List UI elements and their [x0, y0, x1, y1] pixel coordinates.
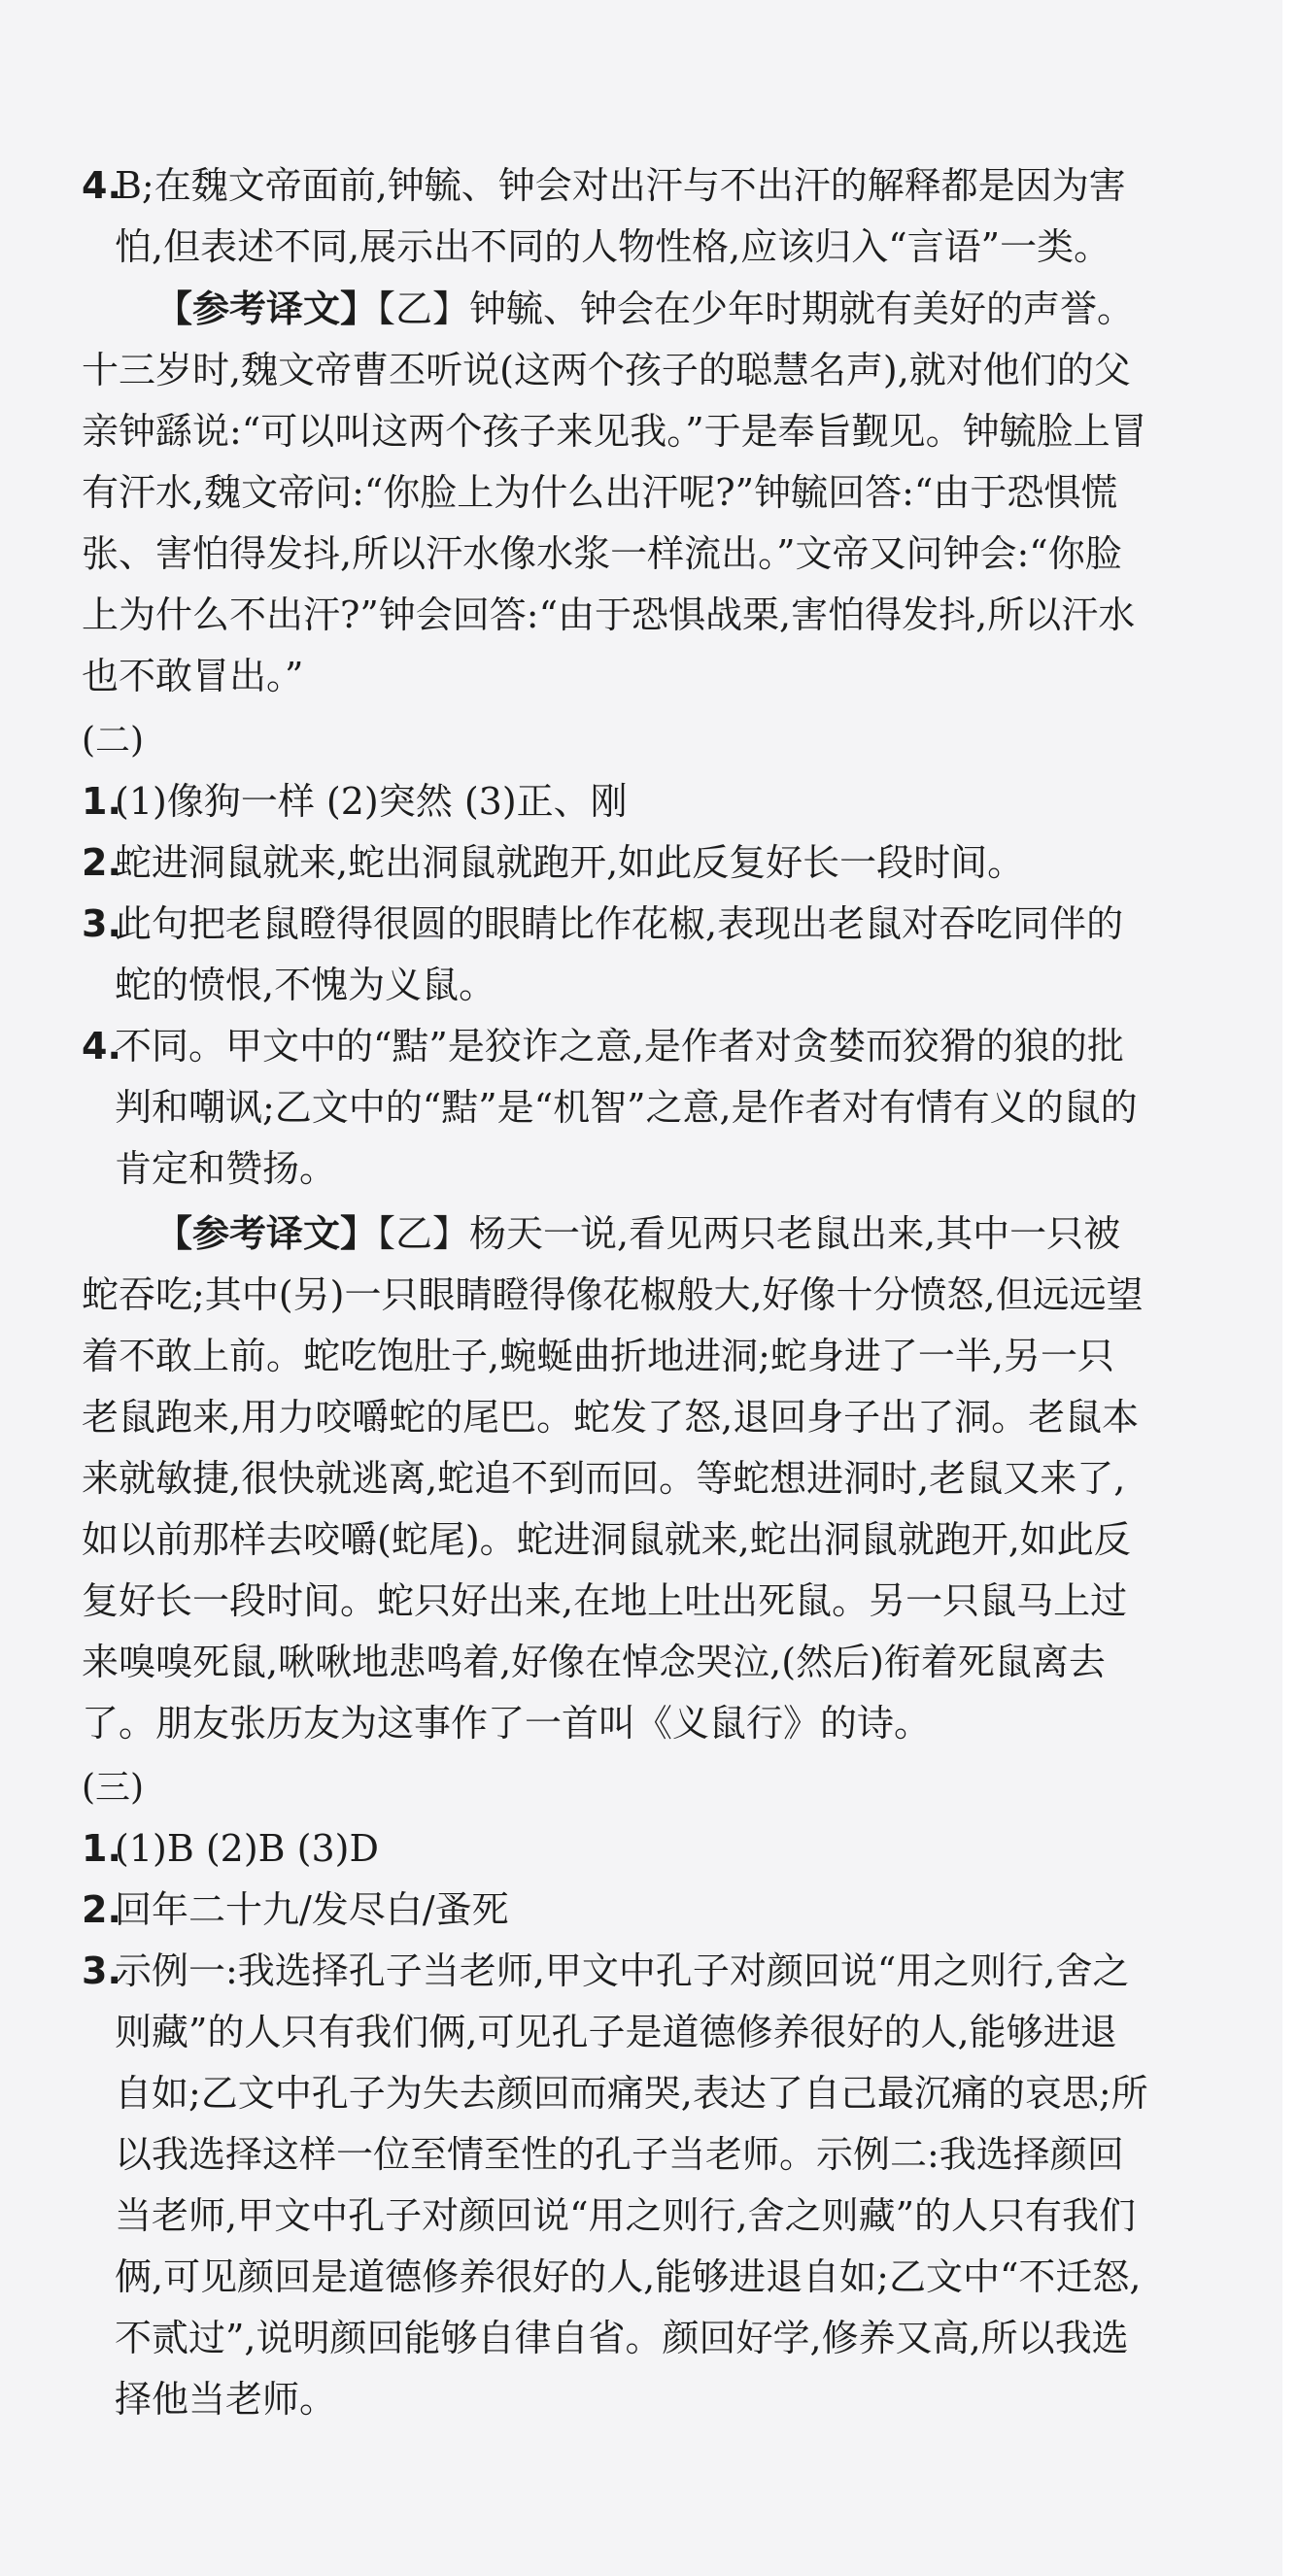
translation-text: 【乙】钟毓、钟会在少年时期就有美好的声誉。十三岁时,魏文帝曹丕听说(这两个孩子的聪慧名声),就对他们的父亲钟繇说:“可以叫这两个孩子来见我。”于是奉旨觐见。钟毓脸上冒有汗水,魏文帝问:“你脸上为什么出汗呢?”钟毓回答:“由于恐惧慌张、害怕得发抖,所以汗水像水浆一样流出。”文帝又问钟会:“你脸上为什么不出汗?”钟会回答:“由于恐惧战栗,害怕得发抖,所以汗水也不敢冒出。”: [82, 288, 1147, 697]
answer-item-3-1: [82, 1818, 1150, 1880]
item-number: 2.: [82, 1888, 121, 1931]
answer-item-3-2: [82, 1880, 1150, 1941]
answer-item-2-2: [82, 832, 1150, 894]
answer-item-3-3: [82, 1941, 1150, 2430]
item-text: 示例一:我选择孔子当老师,甲文中孔子对颜回说“用之则行,舍之则藏”的人只有我们俩,可见孔子是道德修养很好的人,能够进退自如;乙文中孔子为失去颜回而痛哭,表达了自己最沉痛的哀思;所以我选择这样一位至情至性的孔子当老师。示例二:我选择颜回当老师,甲文中孔子对颜回说“用之则行,舍之则藏”的人只有我们俩,可见颜回是道德修养很好的人,能够进退自如;乙文中“不迁怒,不贰过”,说明颜回能够自律自省。颜回好学,修养又高,所以我选择他当老师。: [115, 1949, 1148, 2421]
answer-item-2-3: [82, 894, 1150, 1016]
item-text: 蛇进洞鼠就来,蛇出洞鼠就跑开,如此反复好长一段时间。: [115, 841, 1025, 884]
translation-title: 【参考译文】: [155, 1211, 378, 1255]
translation-text: 【乙】杨天一说,看见两只老鼠出来,其中一只被蛇吞吃;其中(另)一只眼睛瞪得像花椒般大,好像十分愤怒,但远远望着不敢上前。蛇吃饱肚子,蜿蜒曲折地进洞;蛇身进了一半,另一只老鼠跑来,用力咬嚼蛇的尾巴。蛇发了怒,退回身子出了洞。老鼠本来就敏捷,很快就逃离,蛇追不到而回。等蛇想进洞时,老鼠又来了,如以前那样去咬嚼(蛇尾)。蛇进洞鼠就来,蛇出洞鼠就跑开,如此反复好长一段时间。蛇只好出来,在地上吐出死鼠。另一只鼠马上过来嗅嗅死鼠,啾啾地悲鸣着,好像在悼念哭泣,(然后)衔着死鼠离去了。朋友张历友为这事作了一首叫《义鼠行》的诗。: [82, 1212, 1144, 1745]
item-number: 3.: [82, 1949, 121, 1992]
translation-title: 【参考译文】: [155, 287, 378, 330]
section-heading-3: (三): [82, 1768, 145, 1808]
answer-item-1-4: [82, 155, 1150, 278]
reference-translation-1: [82, 278, 1150, 707]
reference-translation-2: [82, 1203, 1150, 1754]
item-number: 4.: [82, 1025, 121, 1068]
item-text: (1)B (2)B (3)D: [115, 1827, 379, 1870]
item-text: (1)像狗一样 (2)突然 (3)正、刚: [115, 780, 628, 823]
item-number: 2.: [82, 841, 121, 884]
answer-content: [82, 155, 1150, 2430]
answer-item-2-1: [82, 771, 1150, 832]
item-text: 此句把老鼠瞪得很圆的眼睛比作花椒,表现出老鼠对吞吃同伴的蛇的愤恨,不愧为义鼠。: [115, 902, 1124, 1006]
item-number: 4.: [82, 164, 121, 207]
item-number: 3.: [82, 902, 121, 945]
item-number: 1.: [82, 780, 121, 823]
item-text: 回年二十九/发尽白/蚤死: [115, 1888, 509, 1931]
item-number: 1.: [82, 1827, 121, 1870]
answer-item-2-4: [82, 1016, 1150, 1200]
page-edge: [1282, 0, 1298, 2576]
item-text: 不同。甲文中的“黠”是狡诈之意,是作者对贪婪而狡猾的狼的批判和嘲讽;乙文中的“黠”是“机智”之意,是作者对有情有义的鼠的肯定和赞扬。: [115, 1025, 1138, 1190]
item-text: B;在魏文帝面前,钟毓、钟会对出汗与不出汗的解释都是因为害怕,但表述不同,展示出不同的人物性格,应该归入“言语”一类。: [115, 164, 1126, 268]
section-heading-2: (二): [82, 721, 145, 761]
